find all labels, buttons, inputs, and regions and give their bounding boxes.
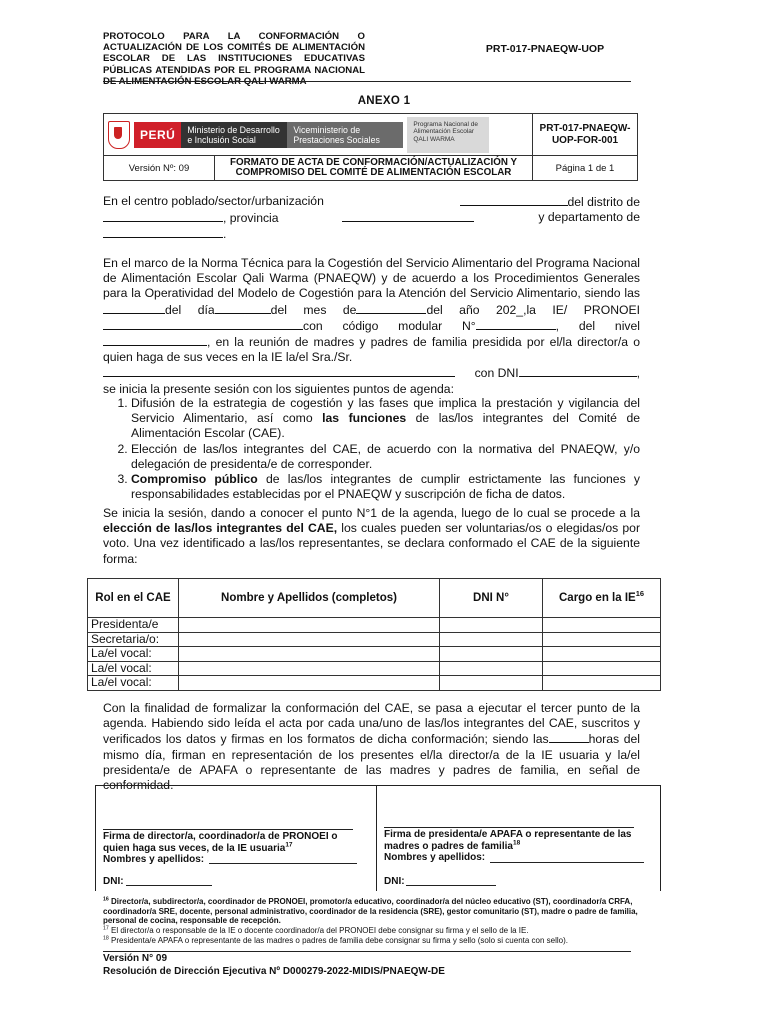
name-cell[interactable] xyxy=(179,661,440,676)
name-cell[interactable] xyxy=(179,618,440,633)
dni-cell[interactable] xyxy=(440,632,543,647)
election-paragraph: Se inicia la sesión, dando a conocer el punto N°1 de la agenda, luego de lo cual se procede a la elección de las/los integrantes del CAE, los cuales pueden ser voluntarias/os o elegidas/os por voto. Una vez identificado a las/los representantes, se declara conformado el CAE de la siguiente forma: xyxy=(103,506,640,566)
p1-text-d: y departamento de xyxy=(538,210,640,225)
header-divider xyxy=(103,81,631,82)
table-row xyxy=(88,676,661,691)
director-names-label: Nombres y apellidos: xyxy=(103,854,205,865)
apafa-signature-label: Firma de presidenta/e APAFA o representante de las madres o padres de familia$^{18}$ xyxy=(384,829,632,852)
p2-text-b: del día xyxy=(165,302,215,317)
p1-text-a: En el centro poblado/sector/urbanización xyxy=(103,194,324,208)
cargo-cell[interactable] xyxy=(543,632,661,647)
blank-hora[interactable] xyxy=(103,302,165,314)
footer-divider xyxy=(103,951,631,952)
cargo-cell[interactable] xyxy=(543,618,661,633)
p2-text-g: , en la reunión de madres y padres de familia presidida por el/la director/a o quien haga de sus veces en la IE la/el Sra./Sr. xyxy=(103,335,640,365)
blank-departamento[interactable] xyxy=(103,226,223,238)
blank-distrito[interactable] xyxy=(103,210,223,222)
document-code: PRT-017-PNAEQW-UOP xyxy=(485,43,605,55)
col-header-cargo: Cargo en la IE$^{16}$ xyxy=(543,579,661,618)
program-logo: Programa Nacional de Alimentación Escolar QALI WARMA xyxy=(407,117,489,153)
p2-text-f: , del nivel xyxy=(555,318,640,333)
peru-logo: PERÚ xyxy=(134,122,181,148)
dni-cell[interactable] xyxy=(440,661,543,676)
annex-title: ANEXO 1 xyxy=(357,95,411,107)
p2-text-c: del mes de xyxy=(270,302,357,317)
table-row xyxy=(88,618,661,633)
format-info-table xyxy=(103,113,638,181)
director-dni-line[interactable] xyxy=(126,885,212,886)
dni-cell[interactable] xyxy=(440,618,543,633)
blank-codigo-modular[interactable] xyxy=(476,318,556,330)
viceministry-logo: Viceministerio de Prestaciones Sociales xyxy=(287,122,403,148)
formalization-paragraph: Con la finalidad de formalizar la conformación del CAE, se pasa a ejecutar el tercer punto de la agenda. Habiendo sido leída el acta por cada una/uno de las/los integrantes del CAE, suscritos y verificados los datos y firmas en los formatos de dicha conformación; siendo las horas del mismo día, firman en representación de los presentes el/la director/a de la IE usuaria y la/el presidenta/e de APAFA o representante de las madres y padres de familia, en señal de conformidad. xyxy=(103,701,640,793)
blank-nivel[interactable] xyxy=(103,334,207,346)
p2-text-i: se inicia la presente sesión con los siguientes puntos de agenda: xyxy=(103,381,454,396)
agenda-list xyxy=(103,396,640,502)
cargo-cell[interactable] xyxy=(543,676,661,691)
blank-nombre-director[interactable] xyxy=(103,365,455,377)
col-header-rol: Rol en el CAE xyxy=(88,579,179,618)
role-cell: La/el vocal: xyxy=(88,647,179,662)
p2-text-e: con código modular N° xyxy=(303,318,476,333)
apafa-dni-line[interactable] xyxy=(406,885,496,886)
blank-mes[interactable] xyxy=(356,302,426,314)
institution-logos xyxy=(104,115,532,155)
blank-ie[interactable] xyxy=(103,318,303,330)
name-cell[interactable] xyxy=(179,632,440,647)
blank-horas[interactable] xyxy=(549,731,589,743)
p2-text-a: En el marco de la Norma Técnica para la Cogestión del Servicio Alimentario del Programa Nacional de Alimentación Escolar Qali Warma (PNAEQW) y de acuerdo a los Procedimientos Generales para la Operatividad del Modelo de Cogestión para la Atención del Servicio Alimentario, siendo las xyxy=(103,256,640,301)
footer-version: Versión N° 09 xyxy=(103,953,168,964)
coat-of-arms-icon xyxy=(108,121,130,149)
footnote-17: $^{17}$ El director/a o responsable de la IE o docente coordinador/a del PRONOEI debe consignar su firma y el sello de la IE. xyxy=(103,925,529,935)
p2-text-d: del año 202_,la IE/ PRONOEI xyxy=(426,302,640,317)
location-paragraph: En el centro poblado/sector/urbanización del distrito de , provincia y departamento de . xyxy=(103,194,640,242)
format-code: PRT-017-PNAEQW-UOP-FOR-001 xyxy=(533,114,638,156)
page-number: Página 1 de 1 xyxy=(533,156,638,181)
name-cell[interactable] xyxy=(179,676,440,691)
apafa-names-line[interactable] xyxy=(490,862,644,863)
p1-text-c: , provincia xyxy=(223,211,279,226)
apafa-dni-label: DNI: xyxy=(384,876,405,887)
cae-members-table xyxy=(87,578,661,691)
agenda-item-1: 1. Difusión de la estrategia de cogestión y las fases que implica la prestación y vigilancia del Servicio Alimentario, así como las funciones de las/los integrantes del Comité de Alimentación Escolar (CAE). xyxy=(131,396,640,442)
footnote-18: $^{18}$ Presidenta/e APAFA o representante de las madres o padres de familia debe consignar su firma y sello (solo si cuenta con sello). xyxy=(103,935,569,945)
col-header-nombre: Nombre y Apellidos (completos) xyxy=(179,579,440,618)
format-title: FORMATO DE ACTA DE CONFORMACIÓN/ACTUALIZACIÓN Y COMPROMISO DEL COMITÉ DE ALIMENTACIÓN ESCOLAR xyxy=(215,156,533,181)
col-header-dni: DNI N° xyxy=(440,579,543,618)
director-signature-line[interactable] xyxy=(103,829,353,830)
footnote-16: $^{16}$ Director/a, subdirector/a, coordinador de PRONOEI, promotor/a educativo, coordinador/a del núcleo educativo (ST), coordinador/a CRFA, coordinador/a SRE, docente, personal administrativo, coordinador de la residencia (SRE), gestor comunitario (ST), madre o padre de familia, personal de cocina, responsable de recepción. xyxy=(103,896,638,926)
p1-text-b: del distrito de xyxy=(567,195,640,209)
blank-dni-director[interactable] xyxy=(519,365,637,377)
ministry-logo: Ministerio de Desarrollo e Inclusión Social xyxy=(181,122,287,148)
director-signature-label: Firma de director/a, coordinador/a de PRONOEI o quien haga sus veces, de la IE usuaria$^{17}$ xyxy=(103,831,338,854)
blank-centro-poblado[interactable] xyxy=(460,194,568,206)
document-title: PROTOCOLO PARA LA CONFORMACIÓN O ACTUALIZACIÓN DE LOS COMITÉS DE ALIMENTACIÓN ESCOLAR DE LAS INSTITUCIONES EDUCATIVAS PÚBLICAS ATENDIDAS POR EL PROGRAMA NACIONAL DE ALIMENTACIÓN ESCOLAR QALI WARMA xyxy=(103,31,365,87)
apafa-names-label: Nombres y apellidos: xyxy=(384,852,486,863)
name-cell[interactable] xyxy=(179,647,440,662)
logo-cell xyxy=(104,114,533,156)
apafa-signature-line[interactable] xyxy=(384,827,634,828)
role-cell: Presidenta/e xyxy=(88,618,179,633)
blank-provincia[interactable] xyxy=(342,210,474,222)
cargo-cell[interactable] xyxy=(543,661,661,676)
role-cell: La/el vocal: xyxy=(88,661,179,676)
director-names-line[interactable] xyxy=(209,863,357,864)
footer-resolution: Resolución de Dirección Ejecutiva Nº D000279-2022-MIDIS/PNAEQW-DE xyxy=(103,966,445,977)
p2-text-h: con DNI xyxy=(474,366,519,381)
agenda-item-3: 3. Compromiso público de las/los integrantes de cumplir estrictamente las funciones y responsabilidades establecidas por el PNAEQW y suscripción de ficha de datos. xyxy=(131,472,640,502)
cargo-cell[interactable] xyxy=(543,647,661,662)
role-cell: La/el vocal: xyxy=(88,676,179,691)
director-dni-label: DNI: xyxy=(103,876,124,887)
session-paragraph: En el marco de la Norma Técnica para la Cogestión del Servicio Alimentario del Programa Nacional de Alimentación Escolar Qali Warma (PNAEQW) y de acuerdo a los Procedimientos Generales para la Operatividad del Modelo de Cogestión para la Atención del Servicio Alimentario, siendo lasdel día del mes de del año 202_,la IE/ PRONOEIcon código modular N° , del nivel, en la reunión de madres y padres de familia presidida por el/la director/a o quien haga de sus veces en la IE la/el Sra./Sr. con DNI , se inicia la presente sesión con los siguientes puntos de agenda: xyxy=(103,256,640,396)
blank-dia[interactable] xyxy=(215,302,271,314)
dni-cell[interactable] xyxy=(440,676,543,691)
table-row xyxy=(88,632,661,647)
signature-divider xyxy=(376,785,377,891)
dni-cell[interactable] xyxy=(440,647,543,662)
agenda-item-2: 2. Elección de las/los integrantes del CAE, de acuerdo con la normativa del PNAEQW, y/o delegación de presidenta/e de corresponder. xyxy=(131,442,640,472)
version-label: Versión Nº: 09 xyxy=(104,156,215,181)
table-row xyxy=(88,661,661,676)
table-row xyxy=(88,647,661,662)
role-cell: Secretaria/o: xyxy=(88,632,179,647)
